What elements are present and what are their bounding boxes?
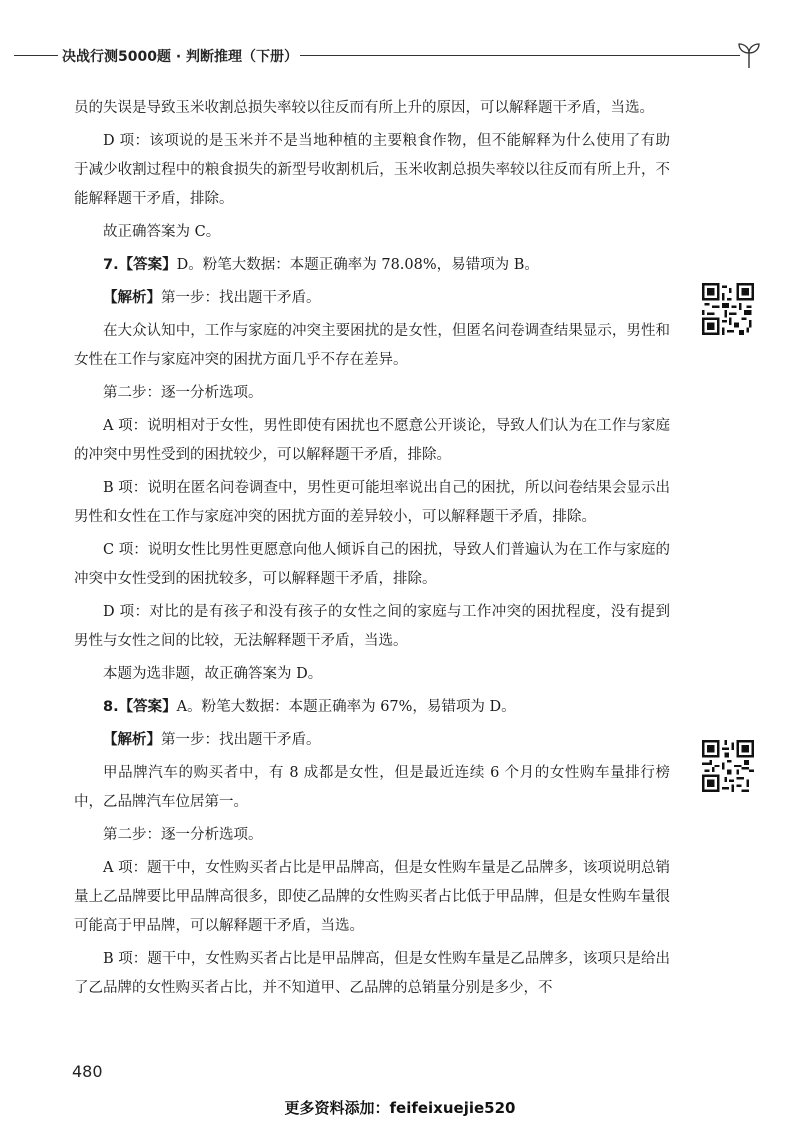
paragraph: D 项：该项说的是玉米并不是当地种植的主要粮食作物，但不能解释为什么使用了有助于减少收割过程中的粮食损失的新型号收割机后，玉米收割总损失率较以往反而有所上升，不能解释题干矛盾，排除。	[74, 133, 670, 207]
qr-code-icon[interactable]	[702, 283, 754, 335]
analysis-label: 【解析】	[103, 290, 161, 306]
paragraph: C 项：说明女性比男性更愿意向他人倾诉自己的困扰，导致人们普遍认为在工作与家庭的冲突中女性受到的困扰较多，可以解释题干矛盾，排除。	[74, 542, 670, 587]
footer-note: 更多资料添加：feifeixuejie520	[284, 1099, 516, 1117]
paragraph: B 项：说明在匿名问卷调查中，男性更可能坦率说出自己的困扰，所以问卷结果会显示出男性和女性在工作与家庭冲突的困扰方面的差异较小，可以解释题干矛盾，排除。	[74, 480, 670, 525]
paragraph: 在大众认知中，工作与家庭的冲突主要困扰的是女性，但匿名问卷调查结果显示，男性和女性在工作与家庭冲突的困扰方面几乎不存在差异。	[74, 323, 670, 368]
body-text	[74, 94, 670, 1007]
answer-7: 7.【答案】D。粉笔大数据：本题正确率为 78.08%，易错项为 B。	[103, 257, 539, 273]
sprout-icon	[734, 40, 764, 70]
paragraph: A 项：题干中，女性购买者占比是甲品牌高，但是女性购车量是乙品牌多，该项说明总销量上乙品牌要比甲品牌高很多，即使乙品牌的女性购买者占比低于甲品牌，但是女性购车量很可能高于甲品牌，可以解释题干矛盾，当选。	[74, 860, 670, 934]
paragraph: 甲品牌汽车的购买者中，有 8 成都是女性，但是最近连续 6 个月的女性购车量排行榜中，乙品牌汽车位居第一。	[74, 765, 670, 810]
header-rule-left	[14, 55, 58, 56]
answer-label: 8.【答案】	[103, 699, 177, 715]
book-title: 决战行测5000题 · 判断推理（下册）	[62, 49, 299, 65]
paragraph: 故正确答案为 C。	[103, 224, 221, 240]
paragraph: 第二步：逐一分析选项。	[103, 827, 263, 843]
running-header	[0, 40, 800, 70]
paragraph: 员的失误是导致玉米收割总损失率较以往反而有所上升的原因，可以解释题干矛盾，当选。	[74, 100, 654, 116]
answer-8: 8.【答案】A。粉笔大数据：本题正确率为 67%，易错项为 D。	[103, 699, 516, 715]
qr-code-icon[interactable]	[702, 740, 754, 792]
page-number: 480	[72, 1062, 103, 1081]
analysis-label: 【解析】	[103, 732, 161, 748]
answer-label: 7.【答案】	[103, 257, 177, 273]
analysis-7: 【解析】第一步：找出题干矛盾。	[103, 290, 321, 306]
paragraph: A 项：说明相对于女性，男性即使有困扰也不愿意公开谈论，导致人们认为在工作与家庭的冲突中男性受到的困扰较少，可以解释题干矛盾，排除。	[74, 418, 670, 463]
analysis-8: 【解析】第一步：找出题干矛盾。	[103, 732, 321, 748]
paragraph: 第二步：逐一分析选项。	[103, 385, 263, 401]
paragraph: B 项：题干中，女性购买者占比是甲品牌高，但是女性购车量是乙品牌多，该项只是给出了乙品牌的女性购买者占比，并不知道甲、乙品牌的总销量分别是多少，不	[74, 951, 670, 996]
header-rule-right	[300, 55, 740, 56]
paragraph: 本题为选非题，故正确答案为 D。	[103, 666, 323, 682]
paragraph: D 项：对比的是有孩子和没有孩子的女性之间的家庭与工作冲突的困扰程度，没有提到男性与女性之间的比较，无法解释题干矛盾，当选。	[74, 604, 670, 649]
